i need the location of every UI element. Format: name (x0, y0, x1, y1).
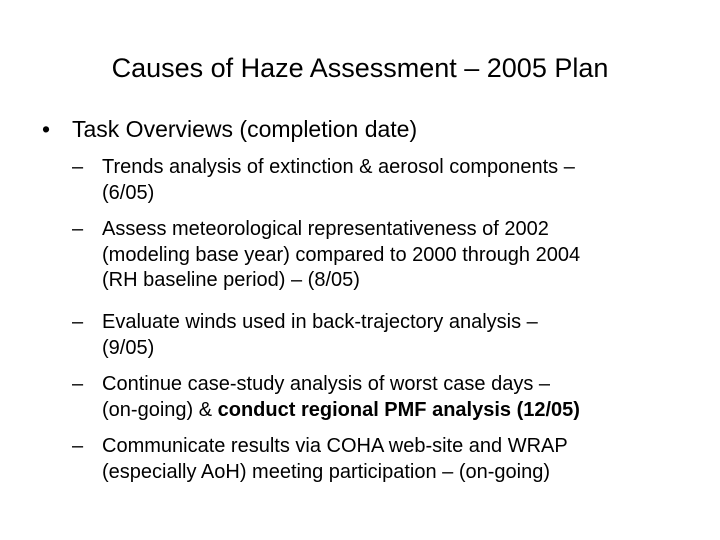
sub-item-line: Assess meteorological representativeness of 2002 (102, 218, 549, 240)
sub-item-line: Continue case-study analysis of worst case days – (102, 373, 550, 395)
sub-item-line: (modeling base year) compared to 2000 through 2004 (102, 243, 581, 266)
sub-item-line: (9/05) (102, 336, 155, 359)
sub-item-marker: – (72, 373, 84, 395)
sub-item-line: (6/05) (102, 181, 155, 204)
sub-item-trends (72, 155, 702, 206)
sub-item-winds (72, 310, 702, 361)
sub-item-marker: – (72, 156, 84, 178)
bullet-text: Task Overviews (completion date) (72, 116, 418, 142)
sub-item-line: (RH baseline period) – (8/05) (102, 269, 360, 291)
sub-item-line: Evaluate winds used in back-trajectory analysis – (102, 311, 538, 333)
slide-title: Causes of Haze Assessment – 2005 Plan (111, 53, 609, 83)
sub-item-line: Trends analysis of extinction & aerosol components – (102, 156, 575, 178)
sub-item-meteorological (72, 217, 702, 294)
sub-item-marker: – (72, 435, 84, 457)
sub-item-line: Communicate results via COHA web-site and WRAP (102, 435, 568, 457)
sub-item-communicate (72, 434, 702, 485)
sub-item-line-plain: (on-going) & (102, 398, 218, 421)
sub-item-line-bold: conduct regional PMF analysis (12/05) (217, 398, 580, 421)
bullet-marker: • (42, 116, 51, 142)
sub-item-marker: – (72, 218, 84, 240)
sub-item-case-study (72, 372, 702, 423)
sub-item-line (72, 398, 702, 424)
sub-item-line: (especially AoH) meeting participation – (on-going) (102, 460, 551, 483)
sub-item-marker: – (72, 311, 84, 333)
